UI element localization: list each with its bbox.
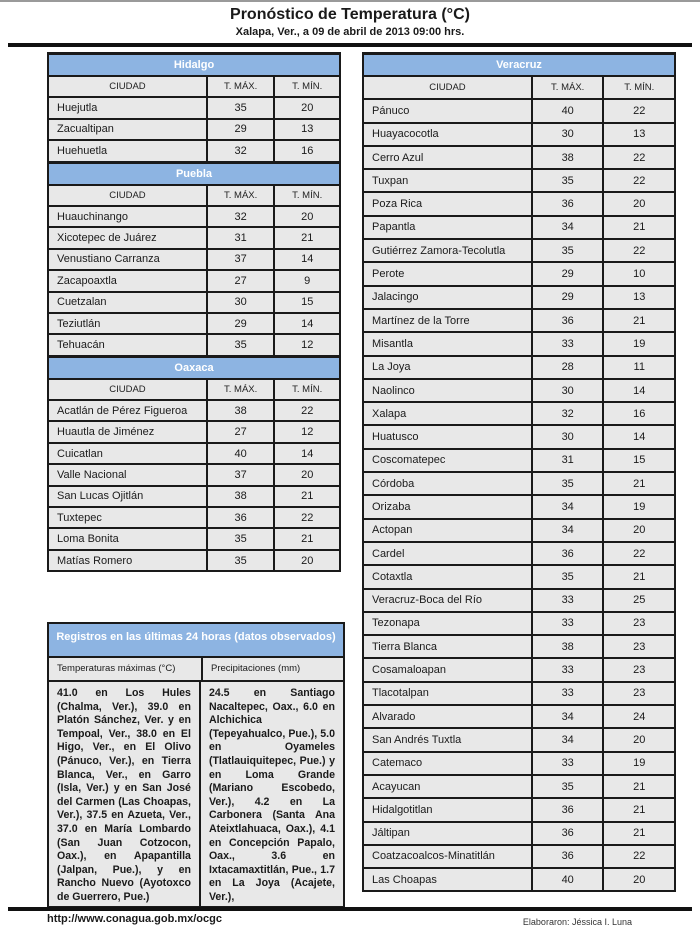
tmin-cell: 13	[603, 286, 675, 309]
tmax-cell: 36	[532, 822, 604, 845]
header-divider	[8, 43, 692, 47]
table-row	[363, 542, 675, 565]
table-row	[363, 519, 675, 542]
column-header-row	[363, 76, 675, 99]
column-header-city: CIUDAD	[363, 76, 532, 99]
tmax-cell: 33	[532, 612, 604, 635]
tmax-cell: 32	[532, 402, 604, 425]
observed-records-title: Registros en las últimas 24 horas (datos observados)	[49, 624, 343, 658]
tmax-cell: 40	[532, 868, 604, 891]
tmax-cell: 38	[532, 146, 604, 169]
table-row	[363, 822, 675, 845]
tmax-cell: 30	[532, 425, 604, 448]
tmin-cell: 21	[603, 565, 675, 588]
city-cell: Huejutla	[48, 97, 207, 118]
city-cell: Xicotepec de Juárez	[48, 227, 207, 248]
table-row	[363, 239, 675, 262]
table-row	[48, 206, 340, 227]
city-cell: Martínez de la Torre	[363, 309, 532, 332]
tmin-cell: 14	[274, 313, 340, 334]
column-header-city: CIUDAD	[48, 379, 207, 400]
tmax-cell: 33	[532, 332, 604, 355]
tmin-cell: 20	[603, 192, 675, 215]
table-row	[363, 286, 675, 309]
right-forecast-table	[362, 52, 676, 892]
tmax-cell: 35	[532, 565, 604, 588]
table-row	[363, 728, 675, 751]
tmax-cell: 34	[532, 728, 604, 751]
tmax-cell: 35	[207, 97, 275, 118]
tmin-cell: 22	[603, 99, 675, 122]
city-cell: Tehuacán	[48, 334, 207, 356]
column-header-row	[48, 76, 340, 97]
tmax-cell: 29	[207, 313, 275, 334]
column-header-tmax: T. MÁX.	[532, 76, 604, 99]
table-row	[48, 270, 340, 291]
tmin-cell: 15	[274, 292, 340, 313]
tmax-cell: 33	[532, 658, 604, 681]
city-cell: Cerro Azul	[363, 146, 532, 169]
max-temp-text: 41.0 en Los Hules (Chalma, Ver.), 39.0 en Platón Sánchez, Ver. y en Tempoal, Ver., 38.0 en El Higo, Ver., en El Olivo (Pánuco, Ver.), en Tierra Blanca, Ver., en Garro (Isla, Ver.) y en San José del Carmen (Las Choapas, Ver.), 37.5 en Azueta, Ver., 37.0 en María Lombardo (San Juan Cotzocon, Oax.), en Apapantilla (Jalpan, Pue.), y en Rancho Nuevo (Ayotoxco de Guerrero, Pue.)	[49, 682, 201, 906]
tmin-cell: 22	[603, 542, 675, 565]
table-row	[363, 845, 675, 868]
table-row	[363, 262, 675, 285]
column-header-city: CIUDAD	[48, 185, 207, 206]
tmin-cell: 22	[603, 169, 675, 192]
tmin-cell: 22	[603, 239, 675, 262]
city-cell: Acayucan	[363, 775, 532, 798]
city-cell: Pánuco	[363, 99, 532, 122]
city-cell: Valle Nacional	[48, 464, 207, 485]
column-header-city: CIUDAD	[48, 76, 207, 97]
city-cell: San Lucas Ojitlán	[48, 486, 207, 507]
tmax-cell: 33	[532, 682, 604, 705]
footer-divider	[8, 907, 692, 911]
tmin-cell: 20	[274, 550, 340, 571]
table-row	[363, 635, 675, 658]
tmin-cell: 12	[274, 334, 340, 356]
city-cell: Loma Bonita	[48, 528, 207, 549]
city-cell: Xalapa	[363, 402, 532, 425]
tmax-cell: 38	[532, 635, 604, 658]
city-cell: La Joya	[363, 356, 532, 379]
column-header-tmax: T. MÁX.	[207, 76, 275, 97]
tmin-cell: 20	[274, 464, 340, 485]
city-cell: Misantla	[363, 332, 532, 355]
city-cell: San Andrés Tuxtla	[363, 728, 532, 751]
tmax-cell: 29	[532, 286, 604, 309]
tmax-cell: 38	[207, 400, 275, 421]
tmin-cell: 13	[603, 123, 675, 146]
table-row	[363, 495, 675, 518]
tmax-cell: 36	[207, 507, 275, 528]
tmin-cell: 13	[274, 119, 340, 140]
city-cell: Zacualtipan	[48, 119, 207, 140]
tmin-cell: 20	[603, 519, 675, 542]
tmin-cell: 22	[603, 146, 675, 169]
tmin-cell: 21	[603, 775, 675, 798]
tmax-cell: 28	[532, 356, 604, 379]
tmax-cell: 36	[532, 309, 604, 332]
city-cell: Matías Romero	[48, 550, 207, 571]
tmin-cell: 21	[274, 528, 340, 549]
city-cell: Coscomatepec	[363, 449, 532, 472]
city-cell: Acatlán de Pérez Figueroa	[48, 400, 207, 421]
table-row	[48, 507, 340, 528]
tmax-cell: 30	[532, 379, 604, 402]
tmax-cell: 27	[207, 421, 275, 442]
city-cell: Alvarado	[363, 705, 532, 728]
table-row	[48, 292, 340, 313]
tmax-cell: 34	[532, 705, 604, 728]
region-header-puebla: Puebla	[48, 162, 340, 185]
tmax-cell: 36	[532, 798, 604, 821]
tmin-cell: 16	[274, 140, 340, 162]
city-cell: Tuxtepec	[48, 507, 207, 528]
table-row	[48, 313, 340, 334]
table-row	[48, 486, 340, 507]
tmax-cell: 34	[532, 495, 604, 518]
page-subtitle: Xalapa, Ver., a 09 de abril de 2013 09:00 hrs.	[235, 26, 465, 38]
tmin-cell: 14	[603, 379, 675, 402]
table-row	[363, 449, 675, 472]
tmin-cell: 19	[603, 752, 675, 775]
tmin-cell: 16	[603, 402, 675, 425]
table-row	[363, 146, 675, 169]
table-row	[48, 97, 340, 118]
tmax-cell: 31	[207, 227, 275, 248]
tmin-cell: 12	[274, 421, 340, 442]
city-cell: Gutiérrez Zamora-Tecolutla	[363, 239, 532, 262]
tmax-cell: 36	[532, 845, 604, 868]
city-cell: Coatzacoalcos-Minatitlán	[363, 845, 532, 868]
city-cell: Jáltipan	[363, 822, 532, 845]
city-cell: Cotaxtla	[363, 565, 532, 588]
tmax-cell: 35	[532, 472, 604, 495]
tmin-cell: 21	[603, 822, 675, 845]
tmin-cell: 14	[274, 249, 340, 270]
tmin-cell: 22	[603, 845, 675, 868]
table-row	[48, 334, 340, 356]
page-title: Pronóstico de Temperatura (°C)	[230, 6, 470, 23]
table-row	[363, 798, 675, 821]
city-cell: Huautla de Jiménez	[48, 421, 207, 442]
city-cell: Perote	[363, 262, 532, 285]
city-cell: Cardel	[363, 542, 532, 565]
city-cell: Papantla	[363, 216, 532, 239]
tmin-cell: 25	[603, 589, 675, 612]
tmax-cell: 40	[207, 443, 275, 464]
tmin-cell: 21	[603, 798, 675, 821]
city-cell: Hidalgotitlan	[363, 798, 532, 821]
table-row	[48, 528, 340, 549]
column-header-row	[48, 379, 340, 400]
city-cell: Tierra Blanca	[363, 635, 532, 658]
tmax-cell: 29	[207, 119, 275, 140]
tmax-cell: 35	[532, 169, 604, 192]
city-cell: Catemaco	[363, 752, 532, 775]
table-row	[363, 216, 675, 239]
city-cell: Cuetzalan	[48, 292, 207, 313]
table-row	[363, 682, 675, 705]
tmin-cell: 19	[603, 332, 675, 355]
table-row	[48, 140, 340, 162]
tmax-cell: 30	[532, 123, 604, 146]
column-header-row	[48, 185, 340, 206]
tmax-cell: 33	[532, 752, 604, 775]
region-header-veracruz: Veracruz	[363, 54, 675, 77]
city-cell: Actopan	[363, 519, 532, 542]
tmin-cell: 14	[274, 443, 340, 464]
tmin-cell: 11	[603, 356, 675, 379]
observed-records-panel	[47, 622, 345, 908]
city-cell: Tlacotalpan	[363, 682, 532, 705]
city-cell: Cuicatlan	[48, 443, 207, 464]
table-row	[363, 332, 675, 355]
city-cell: Zacapoaxtla	[48, 270, 207, 291]
table-row	[363, 775, 675, 798]
column-header-tmin: T. MÍN.	[603, 76, 675, 99]
tmin-cell: 15	[603, 449, 675, 472]
city-cell: Teziutlán	[48, 313, 207, 334]
city-cell: Poza Rica	[363, 192, 532, 215]
column-header-tmax: T. MÁX.	[207, 379, 275, 400]
tmax-cell: 38	[207, 486, 275, 507]
tmax-cell: 34	[532, 216, 604, 239]
table-row	[363, 99, 675, 122]
tmin-cell: 14	[603, 425, 675, 448]
tmin-cell: 23	[603, 658, 675, 681]
tmax-cell: 35	[532, 239, 604, 262]
tmin-cell: 21	[603, 309, 675, 332]
tmin-cell: 22	[274, 507, 340, 528]
table-row	[363, 402, 675, 425]
tmin-cell: 23	[603, 612, 675, 635]
table-row	[363, 169, 675, 192]
tmax-cell: 29	[532, 262, 604, 285]
table-row	[363, 565, 675, 588]
city-cell: Huayacocotla	[363, 123, 532, 146]
city-cell: Huatusco	[363, 425, 532, 448]
footer-author: Elaboraron: Jéssica I. Luna	[522, 917, 632, 927]
table-row	[48, 249, 340, 270]
max-temp-label: Temperaturas máximas (°C)	[49, 658, 203, 680]
region-header-hidalgo: Hidalgo	[48, 54, 340, 77]
city-cell: Jalacingo	[363, 286, 532, 309]
tmin-cell: 9	[274, 270, 340, 291]
tmax-cell: 35	[207, 550, 275, 571]
footer-url-link[interactable]: http://www.conagua.gob.mx/ocgc	[47, 913, 222, 925]
tmax-cell: 40	[532, 99, 604, 122]
tmin-cell: 19	[603, 495, 675, 518]
tmax-cell: 35	[207, 528, 275, 549]
table-row	[48, 119, 340, 140]
table-row	[48, 464, 340, 485]
table-row	[48, 227, 340, 248]
left-forecast-table	[47, 52, 341, 572]
region-header-oaxaca: Oaxaca	[48, 356, 340, 379]
table-row	[363, 192, 675, 215]
tmax-cell: 35	[532, 775, 604, 798]
tmax-cell: 31	[532, 449, 604, 472]
tmin-cell: 21	[274, 486, 340, 507]
table-row	[48, 443, 340, 464]
table-row	[363, 612, 675, 635]
table-row	[363, 658, 675, 681]
tmax-cell: 30	[207, 292, 275, 313]
column-header-tmax: T. MÁX.	[207, 185, 275, 206]
tmin-cell: 20	[274, 97, 340, 118]
city-cell: Orizaba	[363, 495, 532, 518]
city-cell: Cosamaloapan	[363, 658, 532, 681]
tmax-cell: 35	[207, 334, 275, 356]
tmin-cell: 23	[603, 682, 675, 705]
table-row	[48, 550, 340, 571]
tmin-cell: 24	[603, 705, 675, 728]
top-border	[0, 0, 700, 2]
tmin-cell: 23	[603, 635, 675, 658]
city-cell: Córdoba	[363, 472, 532, 495]
column-header-tmin: T. MÍN.	[274, 76, 340, 97]
tmin-cell: 20	[603, 868, 675, 891]
tmin-cell: 21	[603, 472, 675, 495]
table-row	[363, 123, 675, 146]
tmax-cell: 36	[532, 542, 604, 565]
tmin-cell: 21	[274, 227, 340, 248]
city-cell: Veracruz-Boca del Río	[363, 589, 532, 612]
city-cell: Naolinco	[363, 379, 532, 402]
tmin-cell: 20	[603, 728, 675, 751]
table-row	[363, 705, 675, 728]
table-row	[48, 400, 340, 421]
city-cell: Tuxpan	[363, 169, 532, 192]
city-cell: Tezonapa	[363, 612, 532, 635]
tmax-cell: 37	[207, 464, 275, 485]
tmin-cell: 20	[274, 206, 340, 227]
column-header-tmin: T. MÍN.	[274, 379, 340, 400]
tmax-cell: 37	[207, 249, 275, 270]
table-row	[363, 868, 675, 891]
city-cell: Venustiano Carranza	[48, 249, 207, 270]
tmax-cell: 34	[532, 519, 604, 542]
city-cell: Huehuetla	[48, 140, 207, 162]
tmin-cell: 21	[603, 216, 675, 239]
table-row	[363, 425, 675, 448]
table-row	[363, 309, 675, 332]
city-cell: Huauchinango	[48, 206, 207, 227]
table-row	[48, 421, 340, 442]
tmax-cell: 27	[207, 270, 275, 291]
table-row	[363, 752, 675, 775]
tmin-cell: 10	[603, 262, 675, 285]
tmax-cell: 36	[532, 192, 604, 215]
city-cell: Las Choapas	[363, 868, 532, 891]
table-row	[363, 472, 675, 495]
precip-text: 24.5 en Santiago Nacaltepec, Oax., 6.0 en Alchichica (Tepeyahualco, Pue.), 5.0 en Oyameles (Tlatlauiquitepec, Pue.) y en Loma Grande (Mariano Escobedo, Ver.), 4.2 en La Carbonera (Santa Ana Ateixtlahuaca, Oax.), 4.1 en Concepción Papalo, Oax., 3.6 en Ixtacamaxtitlán, Pue., 1.7 en La Joya (Acajete, Ver.),	[208, 687, 335, 903]
table-row	[363, 589, 675, 612]
tmax-cell: 32	[207, 140, 275, 162]
table-row	[363, 356, 675, 379]
tmax-cell: 32	[207, 206, 275, 227]
column-header-tmin: T. MÍN.	[274, 185, 340, 206]
table-row	[363, 379, 675, 402]
tmin-cell: 22	[274, 400, 340, 421]
tmax-cell: 33	[532, 589, 604, 612]
precip-label: Precipitaciones (mm)	[211, 663, 301, 674]
